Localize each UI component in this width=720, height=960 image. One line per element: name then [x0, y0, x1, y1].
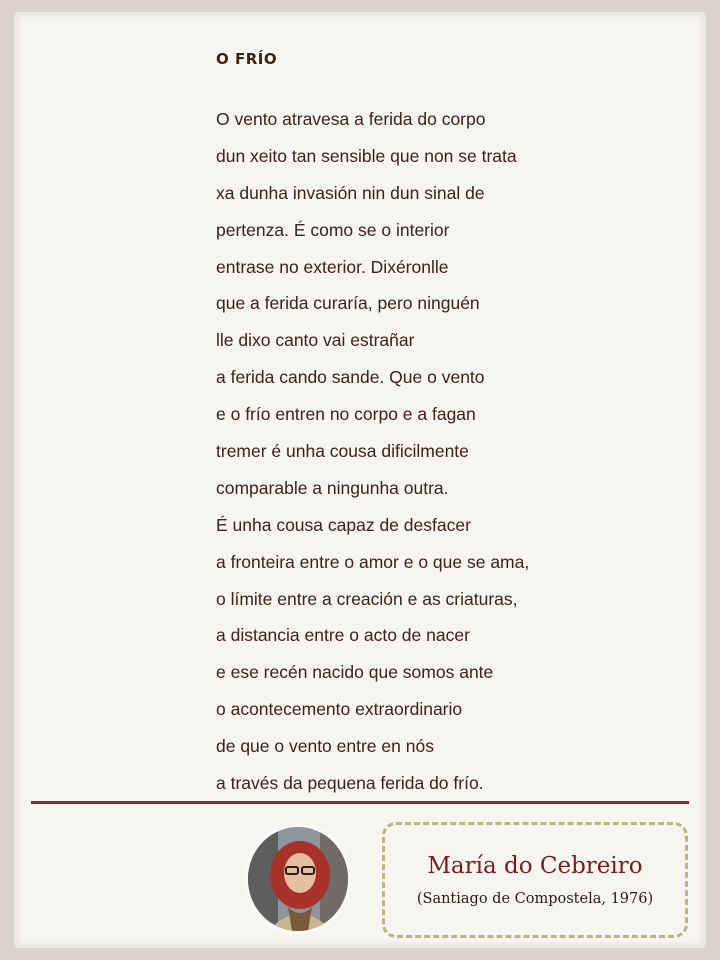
- author-photo: [248, 827, 348, 931]
- poem-line: O vento atravesa a ferida do corpo: [216, 109, 486, 129]
- poem-line: o acontecemento extraordinario: [216, 699, 463, 720]
- poem-line: que a ferida curaría, pero ninguén: [216, 293, 480, 314]
- author-origin: (Santiago de Compostela, 1976): [416, 891, 654, 907]
- poem-line: e ese recén nacido que somos ante: [216, 662, 494, 683]
- poem-line: o límite entre a creación e as criaturas,: [216, 588, 518, 609]
- poem-line: comparable a ningunha outra.: [216, 477, 449, 498]
- poem-title: O FRÍO: [216, 50, 278, 68]
- author-credit-box: [382, 822, 688, 938]
- poem-line: a distancia entre o acto de nacer: [216, 625, 470, 646]
- author-portrait-illustration: [248, 827, 348, 931]
- poem-line: de que o vento entre en nós: [216, 736, 434, 757]
- poem-line: pertenza. É como se o interior: [216, 219, 450, 240]
- poem-line: a través da pequena ferida do frío.: [216, 773, 484, 794]
- poem-line: dun xeito tan sensible que non se trata: [216, 145, 517, 166]
- poem-line: tremer é unha cousa dificilmente: [216, 441, 469, 462]
- poem-line: e o frío entren no corpo e a fagan: [216, 404, 476, 425]
- poem-line: É unha cousa capaz de desfacer: [216, 514, 471, 535]
- poem-line: entrase no exterior. Dixéronlle: [216, 256, 449, 277]
- divider-rule: [31, 801, 689, 804]
- author-name: María do Cebreiro: [427, 853, 643, 879]
- poem-body: [216, 107, 529, 808]
- poem-line: a fronteira entre o amor e o que se ama,: [216, 551, 530, 572]
- poem-line: xa dunha invasión nin dun sinal de: [216, 182, 485, 203]
- poem-line: a ferida cando sande. Que o vento: [216, 367, 485, 388]
- poem-line: lle dixo canto vai estrañar: [216, 330, 415, 351]
